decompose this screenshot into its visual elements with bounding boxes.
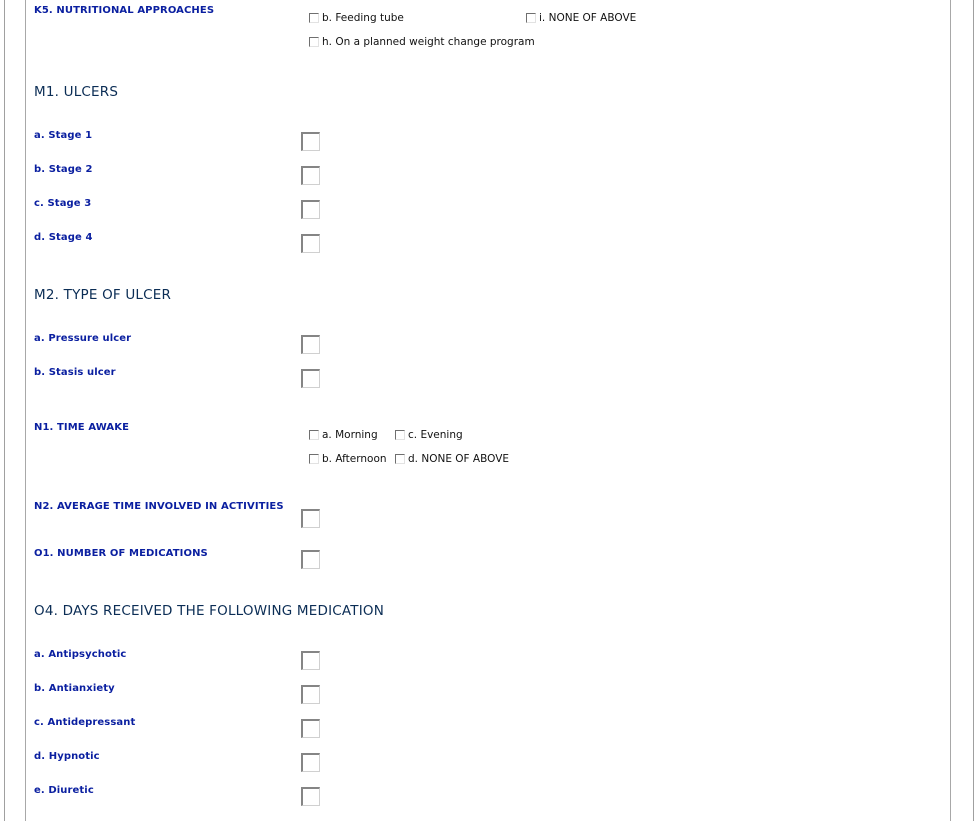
option-label: d. NONE OF ABOVE [408,453,510,465]
checkbox[interactable] [309,37,319,47]
option-label: b. Afternoon [322,453,387,465]
checkbox[interactable] [309,13,319,23]
o1-checkbox[interactable] [301,550,320,569]
o4-item-diuretic: e. Diuretic [34,785,94,796]
o4-diuretic-checkbox[interactable] [301,787,320,806]
n2-label: N2. AVERAGE TIME INVOLVED IN ACTIVITIES [34,501,284,512]
k5-label: K5. NUTRITIONAL APPROACHES [34,5,215,16]
o4-antianxiety-checkbox[interactable] [301,685,320,704]
k5-option-none[interactable] [526,12,636,24]
m2-stasis-ulcer-checkbox[interactable] [301,369,320,388]
m2-item-pressure-ulcer: a. Pressure ulcer [34,333,132,344]
o4-item-antipsychotic: a. Antipsychotic [34,649,127,660]
o4-item-antidepressant: c. Antidepressant [34,717,136,728]
option-label: a. Morning [322,429,378,441]
m1-item-stage-3: c. Stage 3 [34,198,92,209]
m1-stage-1-checkbox[interactable] [301,132,320,151]
o4-title: O4. DAYS RECEIVED THE FOLLOWING MEDICATION [34,603,385,619]
checkbox[interactable] [526,13,536,23]
m2-pressure-ulcer-checkbox[interactable] [301,335,320,354]
option-label: c. Evening [408,429,463,441]
k5-option-feeding-tube[interactable] [309,12,404,24]
n1-option-none[interactable] [395,453,509,465]
o4-antidepressant-checkbox[interactable] [301,719,320,738]
o4-item-antianxiety: b. Antianxiety [34,683,115,694]
o4-antipsychotic-checkbox[interactable] [301,651,320,670]
m2-title: M2. TYPE OF ULCER [34,287,172,303]
checkbox[interactable] [309,430,319,440]
option-label: b. Feeding tube [322,12,404,24]
outer-frame-right [973,0,974,821]
o4-hypnotic-checkbox[interactable] [301,753,320,772]
checkbox[interactable] [395,454,405,464]
n1-option-afternoon[interactable] [309,453,387,465]
checkbox[interactable] [395,430,405,440]
m1-item-stage-1: a. Stage 1 [34,130,93,141]
outer-frame-left [4,0,5,821]
o1-label: O1. NUMBER OF MEDICATIONS [34,548,208,559]
m2-item-stasis-ulcer: b. Stasis ulcer [34,367,116,378]
checkbox[interactable] [309,454,319,464]
m1-item-stage-2: b. Stage 2 [34,164,93,175]
m1-stage-2-checkbox[interactable] [301,166,320,185]
m1-item-stage-4: d. Stage 4 [34,232,93,243]
k5-option-weight-change[interactable] [309,36,535,48]
m1-title: M1. ULCERS [34,84,119,100]
m1-stage-4-checkbox[interactable] [301,234,320,253]
option-label: h. On a planned weight change program [322,36,535,48]
n1-option-morning[interactable] [309,429,378,441]
o4-item-hypnotic: d. Hypnotic [34,751,100,762]
n1-option-evening[interactable] [395,429,463,441]
form-panel [25,0,951,821]
option-label: i. NONE OF ABOVE [539,12,637,24]
n1-label: N1. TIME AWAKE [34,422,130,433]
n2-checkbox[interactable] [301,509,320,528]
m1-stage-3-checkbox[interactable] [301,200,320,219]
